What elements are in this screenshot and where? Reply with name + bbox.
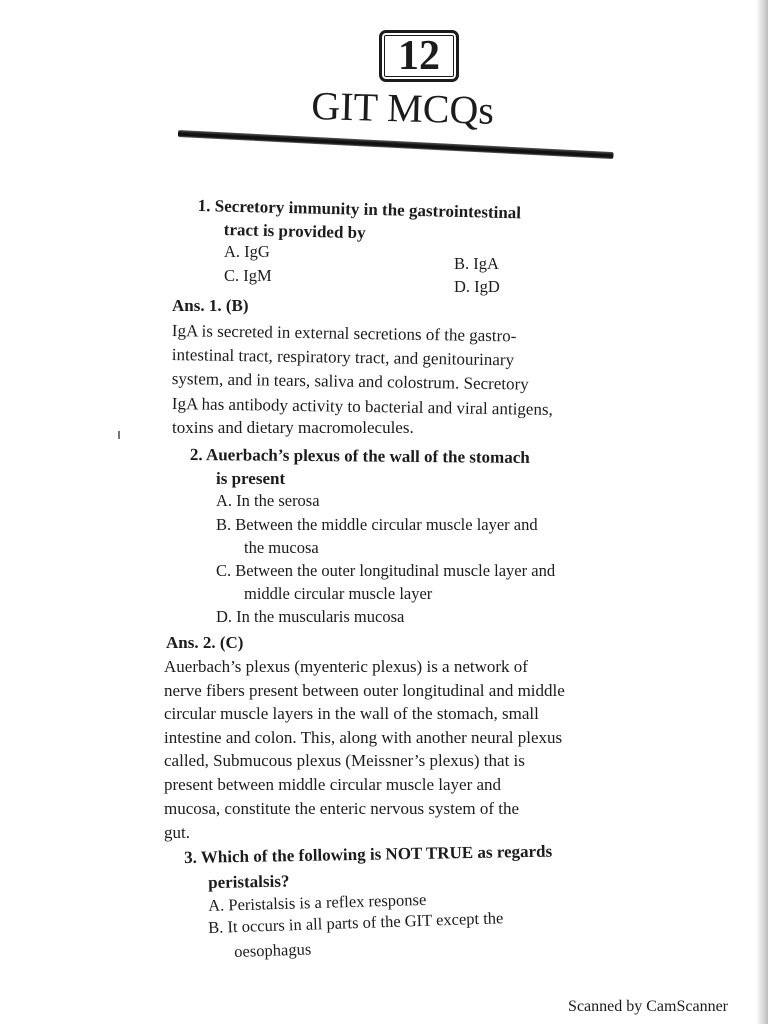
explanation-2-line-5: called, Submucous plexus (Meissner’s plexus) that is	[164, 751, 525, 770]
explanation-1-line-3: system, and in tears, saliva and colostrum. Secretory	[171, 369, 529, 394]
question-1-option-d: D. IgD	[454, 277, 500, 296]
question-3-option-a: A. Peristalsis is a reflex response	[207, 889, 427, 915]
question-3-option-b-line-1: B. It occurs in all parts of the GIT except the	[207, 908, 504, 937]
answer-2-label: Ans. 2. (C)	[166, 633, 244, 652]
question-1-option-a: A. IgG	[224, 242, 270, 261]
answer-1-label: Ans. 1. (B)	[172, 296, 249, 315]
explanation-2-line-2: nerve fibers present between outer longitudinal and middle	[164, 681, 565, 700]
explanation-1-line-1: IgA is secreted in external secretions of the gastro-	[171, 321, 517, 346]
explanation-2-line-4: intestine and colon. This, along with another neural plexus	[164, 728, 563, 747]
scanner-watermark: Scanned by CamScanner	[568, 998, 728, 1015]
explanation-2-line-6: present between middle circular muscle layer and	[164, 775, 502, 794]
question-2-stem-line-1: 2. Auerbach’s plexus of the wall of the stomach	[189, 445, 530, 467]
question-2-option-b-line-2: the mucosa	[244, 538, 319, 557]
explanation-2-line-8: gut.	[164, 823, 190, 842]
explanation-2-line-7: mucosa, constitute the enteric nervous system of the	[164, 799, 520, 818]
chapter-title: GIT MCQs	[310, 82, 495, 133]
question-1-stem-line-1: 1. Secretory immunity in the gastrointestinal	[197, 196, 522, 223]
question-2-stem-line-2: is present	[216, 469, 286, 488]
question-2-option-b-line-1: B. Between the middle circular muscle layer and	[216, 515, 538, 534]
explanation-1-line-5: toxins and dietary macromolecules.	[172, 418, 414, 437]
question-2-option-c-line-1: C. Between the outer longitudinal muscle layer and	[216, 561, 556, 580]
chapter-number: 12	[398, 33, 440, 79]
question-1-stem-line-2: tract is provided by	[223, 220, 366, 243]
question-2-option-a: A. In the serosa	[216, 491, 320, 510]
question-3-stem-line-2: peristalsis?	[207, 871, 290, 892]
explanation-2-line-3: circular muscle layers in the wall of the stomach, small	[164, 704, 539, 723]
explanation-2-line-1: Auerbach’s plexus (myenteric plexus) is a network of	[164, 657, 528, 676]
question-1-option-b: B. IgA	[454, 254, 499, 273]
question-2-option-c-line-2: middle circular muscle layer	[244, 584, 433, 603]
explanation-1-line-4: IgA has antibody activity to bacterial and viral antigens,	[171, 394, 553, 419]
question-3-stem-line-1: 3. Which of the following is NOT TRUE as regards	[183, 841, 553, 867]
question-1-option-c: C. IgM	[224, 266, 272, 285]
explanation-1-line-2: intestinal tract, respiratory tract, and genitourinary	[171, 345, 515, 370]
question-2-option-d: D. In the muscularis mucosa	[216, 607, 405, 626]
question-3-option-b-line-2: oesophagus	[233, 939, 312, 961]
